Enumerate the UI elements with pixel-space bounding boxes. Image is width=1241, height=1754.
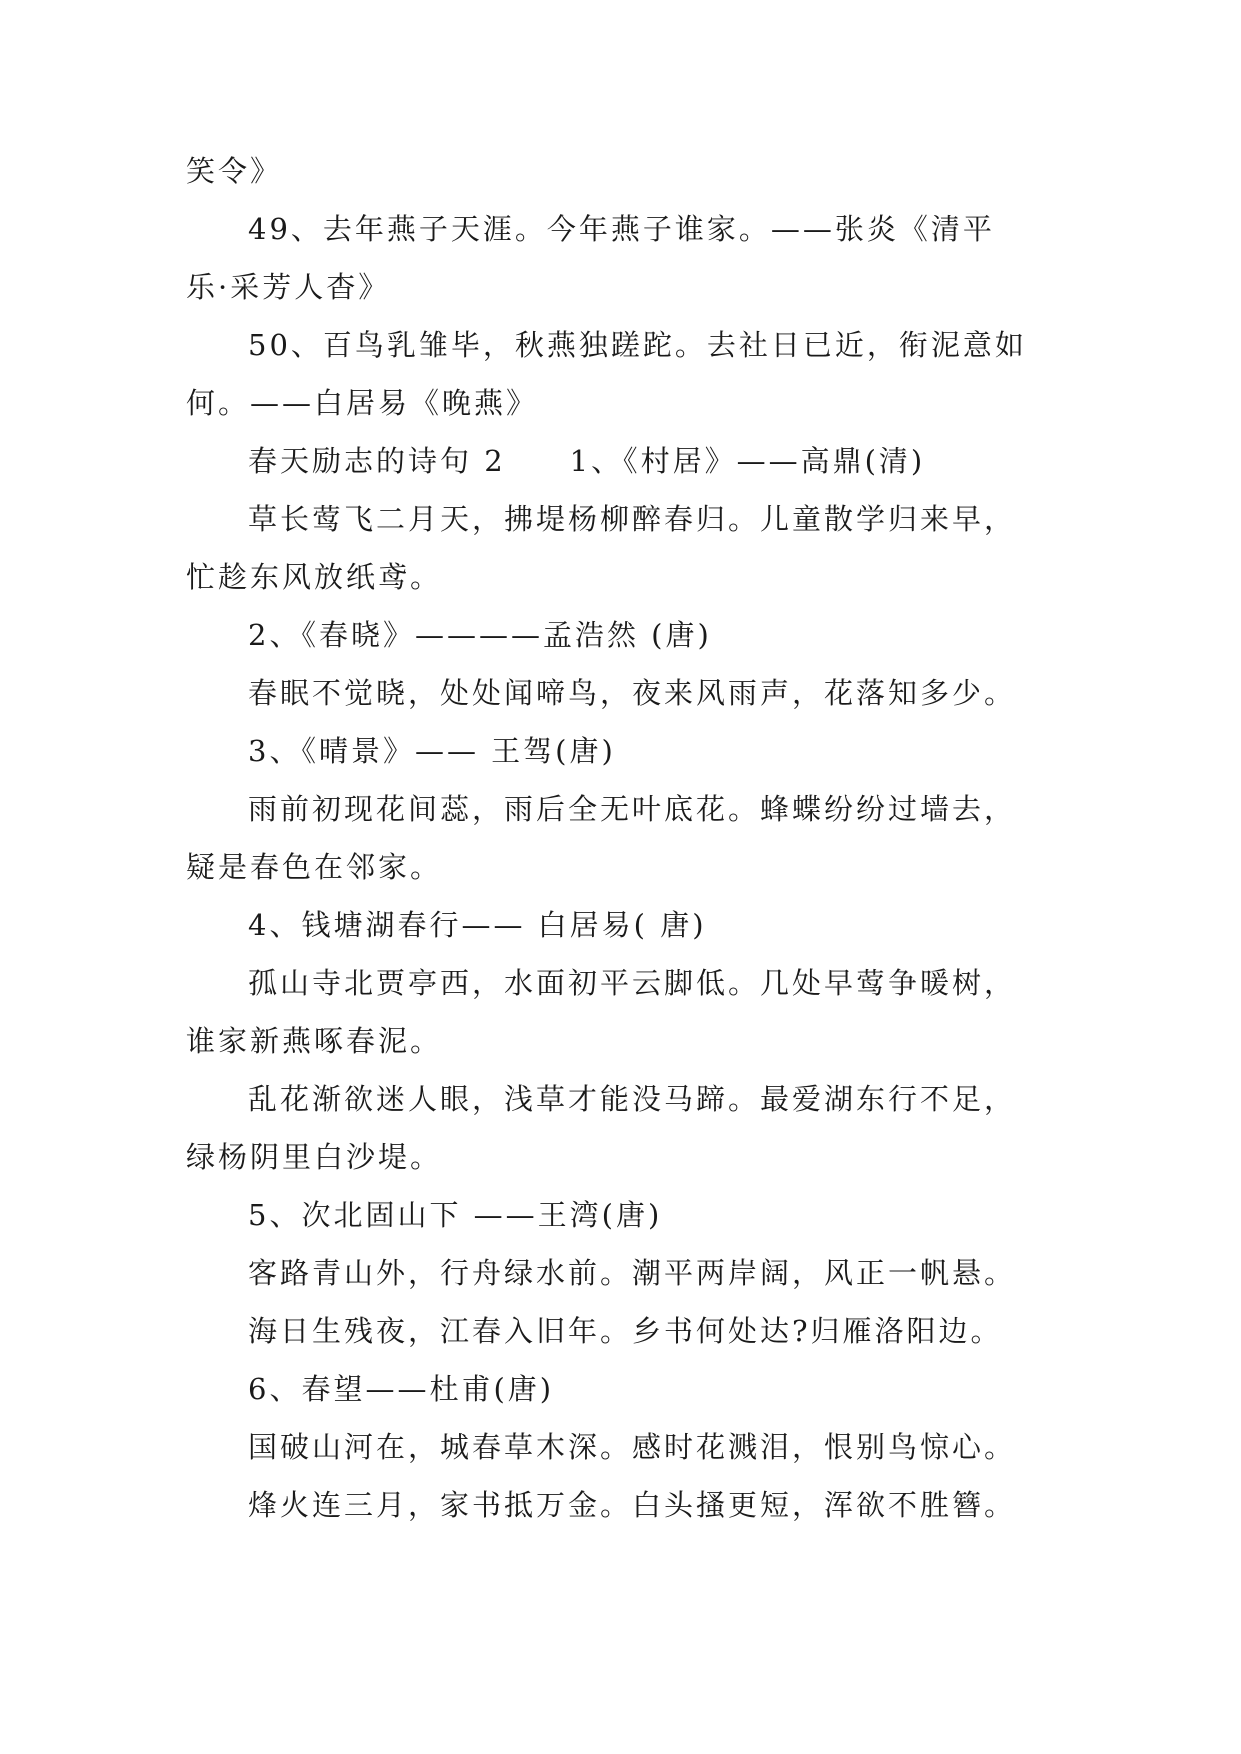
text-line: 春眠不觉晓，处处闻啼鸟，夜来风雨声，花落知多少。 [248, 676, 1017, 710]
text-line: 客路青山外，行舟绿水前。潮平两岸阔，风正一帆悬。 [248, 1256, 1017, 1290]
text-line: 50、百鸟乳雏毕，秋燕独蹉跎。去社日已近，衔泥意如 [248, 328, 1027, 362]
text-line: 海日生残夜，江春入旧年。乡书何处达?归雁洛阳边。 [248, 1314, 1003, 1348]
text-line: 绿杨阴里白沙堤。 [186, 1140, 443, 1174]
text-line: 雨前初现花间蕊，雨后全无叶底花。蜂蝶纷纷过墙去， [248, 792, 1017, 826]
text-line: 49、去年燕子天涯。今年燕子谁家。——张炎《清平 [248, 212, 995, 246]
text-line: 烽火连三月，家书抵万金。白头搔更短，浑欲不胜簪。 [248, 1488, 1017, 1522]
text-line: 孤山寺北贾亭西，水面初平云脚低。几处早莺争暖树， [248, 966, 1017, 1000]
text-line: 春天励志的诗句 2 1、《村居》——高鼎(清) [248, 444, 926, 478]
text-line: 乐·采芳人杳》 [186, 270, 391, 304]
text-line: 国破山河在，城春草木深。感时花溅泪，恨别鸟惊心。 [248, 1430, 1017, 1464]
text-line: 4、钱塘湖春行—— 白居易( 唐) [248, 908, 707, 942]
text-line: 2、《春晓》————孟浩然 (唐) [248, 618, 712, 652]
text-line: 3、《晴景》—— 王驾(唐) [248, 734, 616, 768]
text-line: 5、次北固山下 ——王湾(唐) [248, 1198, 663, 1232]
text-line: 乱花渐欲迷人眼，浅草才能没马蹄。最爱湖东行不足， [248, 1082, 1017, 1116]
text-line: 谁家新燕啄春泥。 [186, 1024, 443, 1058]
text-line: 忙趁东风放纸鸢。 [186, 560, 443, 594]
text-line: 疑是春色在邻家。 [186, 850, 443, 884]
text-line: 何。——白居易《晚燕》 [186, 386, 539, 420]
text-line: 6、春望——杜甫(唐) [248, 1372, 555, 1406]
text-line: 笑令》 [186, 154, 283, 188]
text-line: 草长莺飞二月天，拂堤杨柳醉春归。儿童散学归来早， [248, 502, 1017, 536]
